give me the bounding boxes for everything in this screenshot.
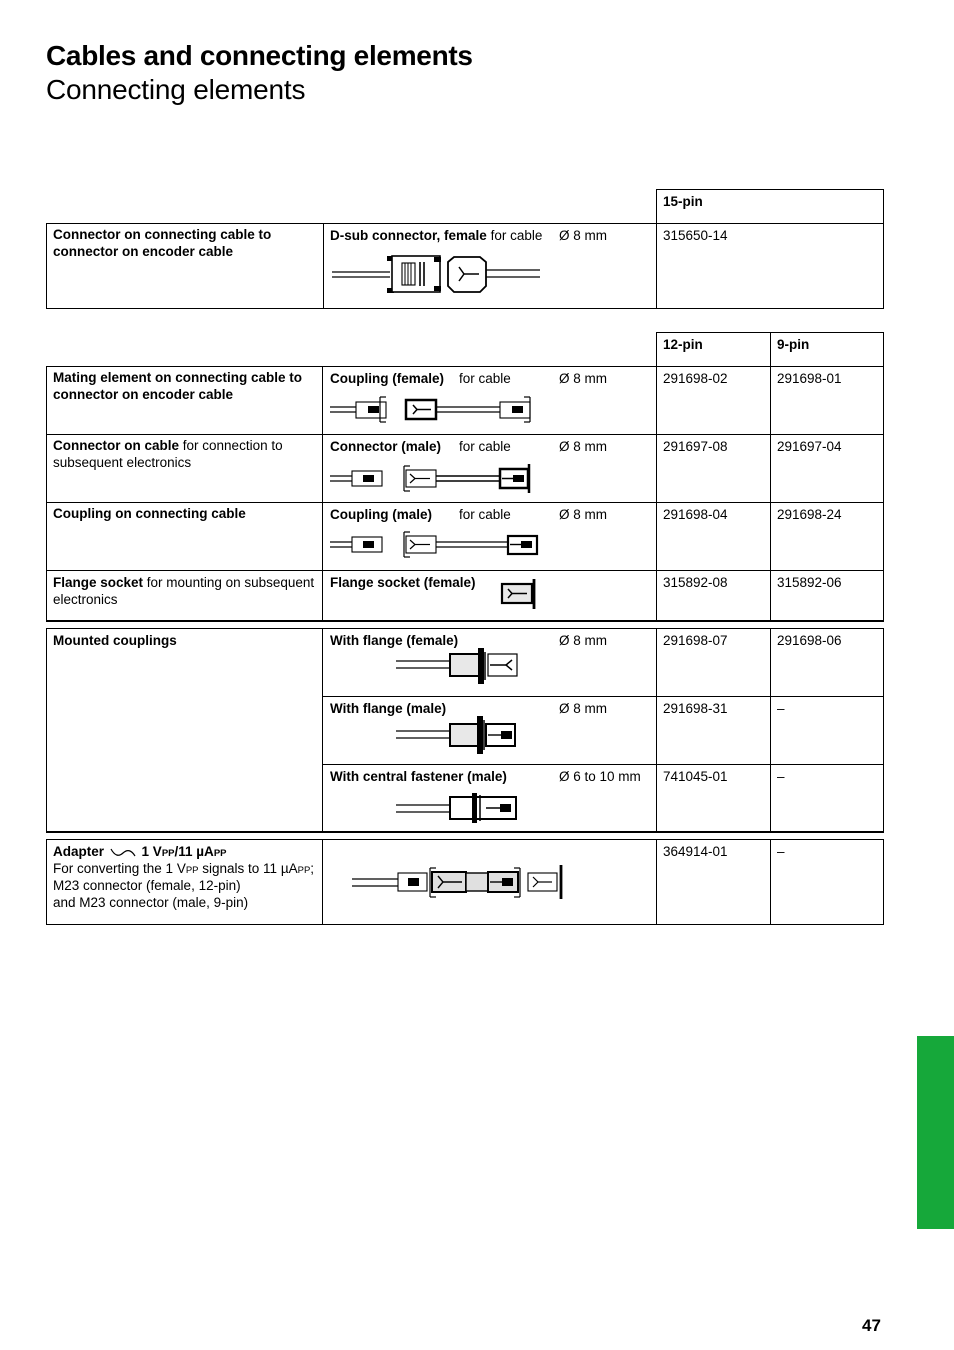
table-row-label <box>53 437 315 471</box>
table1-id: 315650-14 <box>663 228 728 243</box>
label-bold: Connector on cable <box>53 438 180 453</box>
table-row-id-9pin: – <box>777 701 785 716</box>
table-row-type: With flange (female) <box>330 633 459 648</box>
table2-col-header-9pin: 9-pin <box>777 337 810 352</box>
table1-row-type <box>330 227 542 244</box>
table-row-type: With central fastener (male) <box>330 769 507 784</box>
page-subtitle: Connecting elements <box>46 74 306 105</box>
central-fastener-male-diagram-icon <box>396 792 522 824</box>
table-row-type: Connector (male) <box>330 439 442 454</box>
table1-type-normal: for cable <box>490 228 543 243</box>
table-row-diameter: Ø 8 mm <box>559 633 608 648</box>
table-row-id-9pin: 291698-24 <box>777 507 842 522</box>
table-row-label: Coupling on connecting cable <box>53 506 246 521</box>
signal-a: 1 V <box>141 844 162 859</box>
table-row-id-9pin: 291698-06 <box>777 633 842 648</box>
desc-1e: ; <box>310 861 315 876</box>
desc-1c: signals to 11 µA <box>198 861 298 876</box>
table-row-id-12pin: 291698-31 <box>663 701 728 716</box>
flange-socket-female-diagram-icon <box>500 578 540 610</box>
adapter-diagram-icon <box>352 864 567 902</box>
chapter-tab <box>917 1036 954 1229</box>
label-normal: for mounting on subsequent electronics <box>53 575 315 607</box>
sine-wave-icon <box>110 846 136 858</box>
table-row-id-9pin: 291697-04 <box>777 439 842 454</box>
table1-type-bold: D-sub connector, female <box>330 228 487 243</box>
table-row-diameter: Ø 8 mm <box>559 701 608 716</box>
adapter-desc-line3: and M23 connector (male, 9-pin) <box>53 895 249 910</box>
table-row-diameter: Ø 6 to 10 mm <box>559 769 641 784</box>
desc-1a: For converting the 1 V <box>53 861 186 876</box>
coupling-female-diagram-icon <box>330 394 540 428</box>
table-row-diameter: Ø 8 mm <box>559 371 608 386</box>
table-row-type: Flange socket (female) <box>330 575 476 590</box>
table1-col-header-15pin: 15-pin <box>663 194 703 209</box>
table1-row-label: Connector on connecting cable to connector on encoder cable <box>53 227 272 259</box>
table-row-id-12pin: 291698-07 <box>663 633 728 648</box>
table2-col-header-12pin: 12-pin <box>663 337 703 352</box>
table1-diameter: Ø 8 mm <box>559 228 608 243</box>
table-row-id-12pin: 315892-08 <box>663 575 728 590</box>
table-row-type: Coupling (male) <box>330 507 432 522</box>
table-row-id-12pin: 291697-08 <box>663 439 728 454</box>
flange-female-diagram-icon <box>396 646 522 686</box>
desc-1d: PP <box>297 865 311 876</box>
signal-sep: /11 µA <box>174 844 214 859</box>
page-title: Cables and connecting elements <box>46 40 473 71</box>
table-row-id-12pin: 291698-04 <box>663 507 728 522</box>
table-row-label <box>53 574 315 608</box>
coupling-male-diagram-icon <box>330 530 540 564</box>
label-normal: for connection to subsequent electronics <box>53 438 283 470</box>
table-row-id-12pin: 291698-02 <box>663 371 728 386</box>
table-row-id-9pin: – <box>777 769 785 784</box>
table-row-for-cable: for cable <box>459 371 511 386</box>
table-row-for-cable: for cable <box>459 507 511 522</box>
table-row-type: Coupling (female) <box>330 371 444 386</box>
desc-1b: PP <box>185 865 199 876</box>
label-bold: Flange socket <box>53 575 144 590</box>
flange-male-diagram-icon <box>396 714 522 756</box>
table3-label: Mounted couplings <box>53 633 177 648</box>
table-row-diameter: Ø 8 mm <box>559 507 608 522</box>
connector-male-diagram-icon <box>330 462 540 496</box>
table-row-diameter: Ø 8 mm <box>559 439 608 454</box>
table-row-id-12pin: 741045-01 <box>663 769 728 784</box>
dsub-connector-diagram-icon <box>330 252 545 296</box>
signal-b-sub: PP <box>213 848 227 859</box>
signal-a-sub: PP <box>161 848 175 859</box>
table-row-id-12pin: 364914-01 <box>663 844 728 859</box>
page-number: 47 <box>862 1316 881 1335</box>
table-row-id-9pin: 291698-01 <box>777 371 842 386</box>
adapter-desc-line2: M23 connector (female, 12-pin) <box>53 878 241 893</box>
table-row-id-9pin: – <box>777 844 785 859</box>
adapter-word: Adapter <box>53 844 105 859</box>
table-row-for-cable: for cable <box>459 439 511 454</box>
table-row-id-9pin: 315892-06 <box>777 575 842 590</box>
table-row-type: With flange (male) <box>330 701 447 716</box>
table-row-label: Mating element on connecting cable to connector on encoder cable <box>53 370 303 402</box>
